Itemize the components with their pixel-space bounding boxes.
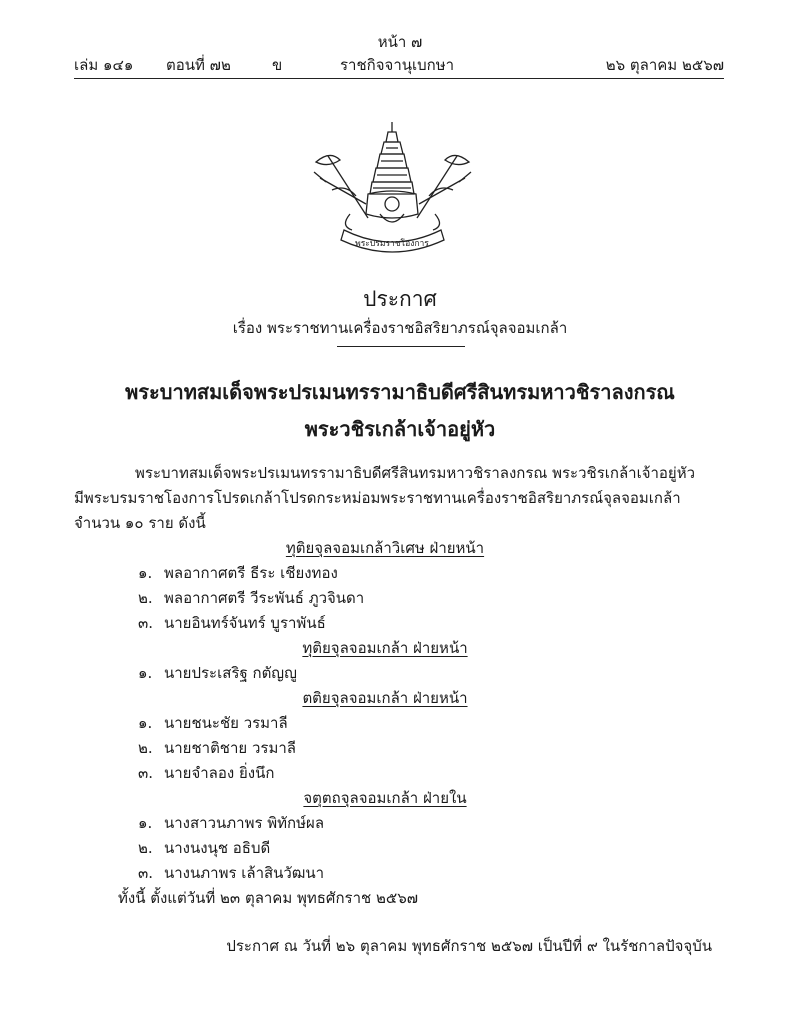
item-name: นายอินทร์จันทร์ บูราพันธ์ — [164, 614, 326, 632]
section-label: ข — [272, 56, 283, 74]
item-name: พลอากาศตรี วีระพันธ์ ภูวจินดา — [164, 589, 365, 607]
list-item — [138, 611, 326, 635]
announcement-title: ประกาศ — [363, 287, 437, 311]
item-name: นางสาวนภาพร พิทักษ์ผล — [164, 814, 325, 832]
subject-rule — [337, 346, 465, 347]
item-name: นายชาติชาย วรมาลี — [164, 739, 296, 757]
item-number: ๓. — [138, 764, 154, 782]
item-number: ๒. — [138, 839, 153, 857]
item-number: ๒. — [138, 589, 153, 607]
item-number: ๓. — [138, 864, 154, 882]
item-name: นายชนะชัย วรมาลี — [164, 714, 288, 732]
item-name: พลอากาศตรี ธีระ เชียงทอง — [164, 564, 338, 582]
royal-emblem-icon — [310, 118, 475, 258]
item-name: นางนงนุช อธิบดี — [164, 839, 271, 857]
body-line-2: มีพระบรมราชโองการโปรดเกล้าโปรดกระหม่อมพระราชทานเครื่องราชอิสริยาภรณ์จุลจอมเกล้า — [74, 489, 681, 507]
body-line-3: จำนวน ๑๐ ราย ดังนี้ — [74, 514, 206, 532]
list-item — [138, 761, 274, 785]
issue-label: ตอนที่ ๗๒ — [166, 56, 231, 74]
body-line-1: พระบาทสมเด็จพระปรเมนทรรามาธิบดีศรีสินทรมหาวชิราลงกรณ พระวชิรเกล้าเจ้าอยู่หัว — [135, 464, 696, 482]
volume-label: เล่ม ๑๔๑ — [74, 56, 134, 74]
section-title — [0, 786, 770, 810]
header-date: ๒๖ ตุลาคม ๒๕๖๗ — [605, 56, 724, 74]
section-title — [0, 636, 770, 660]
item-number: ๑. — [138, 714, 153, 732]
item-name: นายจำลอง ยิ่งนึก — [164, 764, 275, 782]
section-title-text: ทุติยจุลจอมเกล้า ฝ่ายหน้า — [302, 639, 468, 657]
section-title — [0, 536, 770, 560]
item-number: ๒. — [138, 739, 153, 757]
list-item — [138, 811, 324, 835]
list-item — [138, 861, 324, 885]
emblem-scroll-text: พระบรมราชโองการ — [355, 239, 429, 249]
item-number: ๑. — [138, 564, 153, 582]
section-title-text: ทุติยจุลจอมเกล้าวิเศษ ฝ่ายหน้า — [285, 539, 485, 557]
section-title — [0, 686, 770, 710]
king-title-line-1: พระบาทสมเด็จพระปรเมนทรรามาธิบดีศรีสินทรมหาวชิราลงกรณ — [125, 380, 675, 404]
king-title-line-2: พระวชิรเกล้าเจ้าอยู่หัว — [304, 417, 496, 441]
list-item — [138, 586, 364, 610]
item-name: นายประเสริฐ กตัญญู — [164, 664, 297, 682]
gazette-name: ราชกิจจานุเบกษา — [340, 56, 455, 74]
effective-date-line: ทั้งนี้ ตั้งแต่วันที่ ๒๓ ตุลาคม พุทธศักราช ๒๕๖๗ — [118, 889, 418, 907]
section-title-text: จตุตถจุลจอมเกล้า ฝ่ายใน — [303, 789, 467, 807]
list-item — [138, 561, 338, 585]
signature-date-line: ประกาศ ณ วันที่ ๒๖ ตุลาคม พุทธศักราช ๒๕๖๗ เป็นปีที่ ๙ ในรัชกาลปัจจุบัน — [226, 937, 712, 955]
list-item — [138, 661, 297, 685]
list-item — [138, 736, 296, 760]
list-item — [138, 836, 270, 860]
list-item — [138, 711, 288, 735]
item-number: ๑. — [138, 814, 153, 832]
item-number: ๓. — [138, 614, 154, 632]
page-number: หน้า ๗ — [377, 33, 423, 51]
item-number: ๑. — [138, 664, 153, 682]
section-title-text: ตติยจุลจอมเกล้า ฝ่ายหน้า — [302, 689, 468, 707]
item-name: นางนภาพร เล้าสินวัฒนา — [164, 864, 325, 882]
announcement-subject: เรื่อง พระราชทานเครื่องราชอิสริยาภรณ์จุลจอมเกล้า — [232, 319, 568, 337]
header-rule — [74, 78, 724, 79]
